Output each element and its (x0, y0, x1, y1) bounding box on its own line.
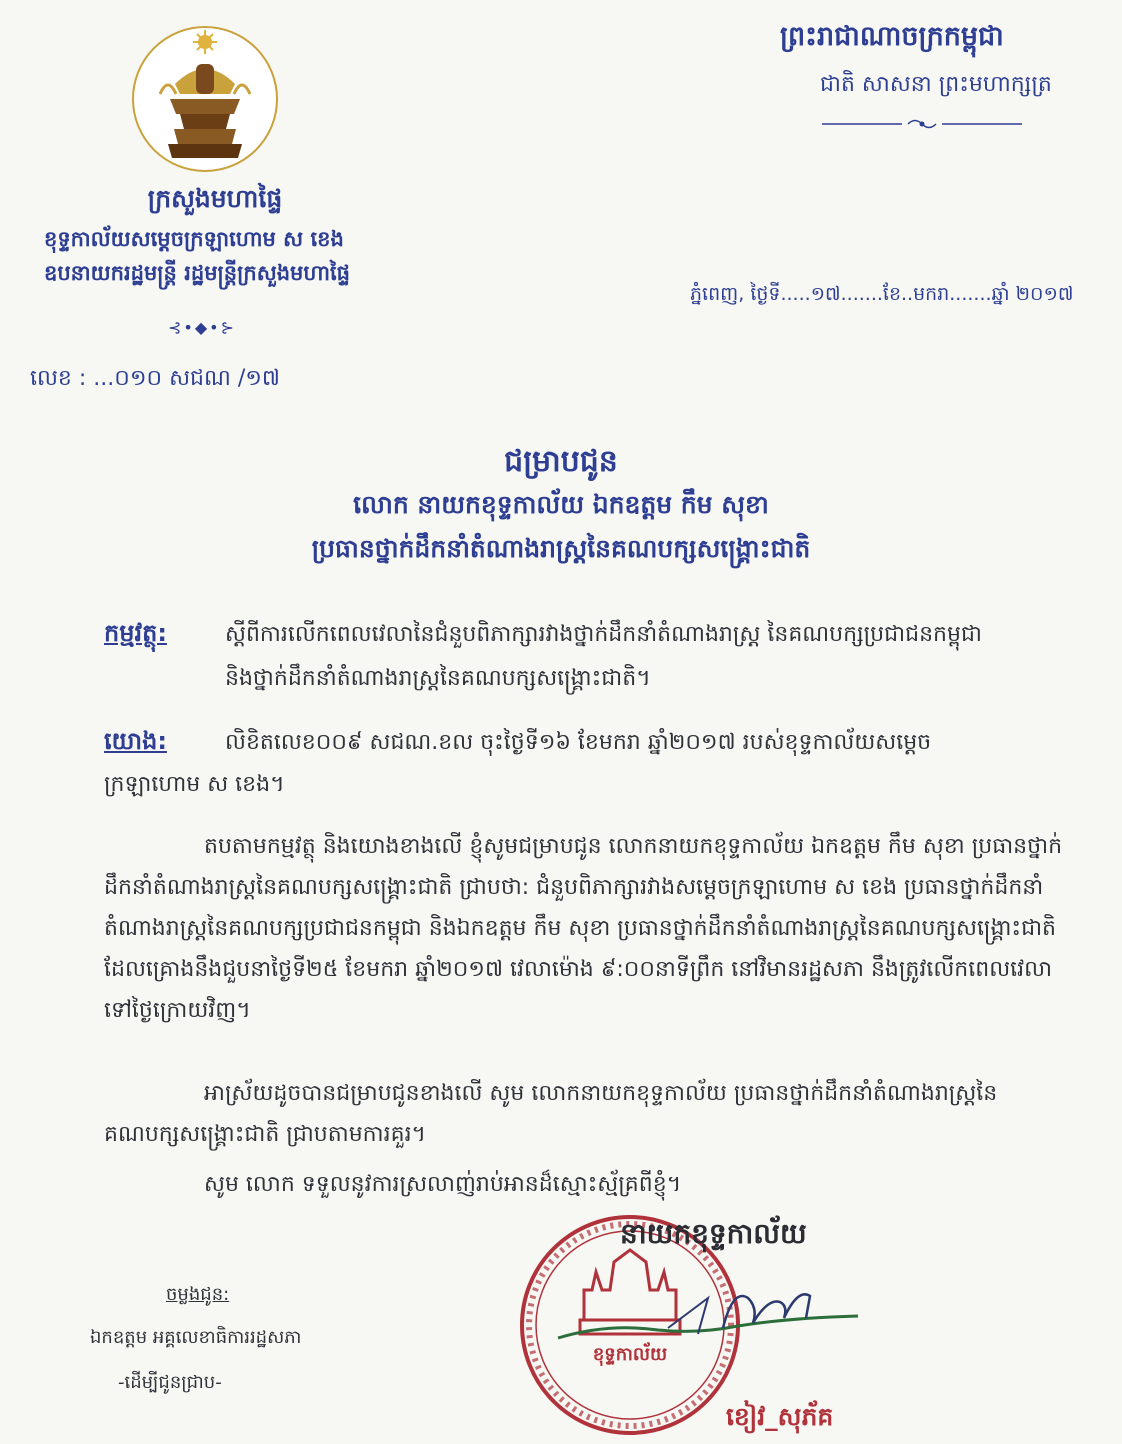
stamp-text: ខុទ្ទកាល័យ (592, 1344, 668, 1365)
reference-line-2: ក្រឡាហោម ស ខេង។ (104, 772, 285, 797)
cc-note: -ដើម្បីជូនជ្រាប- (118, 1372, 222, 1393)
cc-recipient: ឯកឧត្តម អគ្គលេខាធិការរដ្ឋសភា (90, 1327, 302, 1348)
subject-line-2: និងថ្នាក់ដឹកនាំតំណាងរាស្ត្រនៃគណបក្សសង្គ្រោះជាតិ។ (225, 666, 651, 691)
national-motto: ជាតិ សាសនា ព្រះមហាក្សត្រ (820, 72, 1052, 97)
body-paragraph-1: តបតាមកម្មវត្ថុ និងយោងខាងលើ ខ្ញុំសូមជម្រាបជូន លោកនាយកខុទ្ទកាល័យ ឯកឧត្តម កឹម សុខា ប្រធានថ្នាក់ដឹកនាំតំណាងរាស្ត្រនៃគណបក្សសង្គ្រោះជាតិ ជ្រាបថា: ជំនួបពិភាក្សារវាងសម្តេចក្រឡាហោម ស ខេង ប្រធានថ្នាក់ដឹកនាំតំណាងរាស្ត្រនៃគណបក្សប្រជាជនកម្ពុជា និងឯកឧត្តម កឹម សុខា ប្រធានថ្នាក់ដឹកនាំតំណាងរាស្ត្រនៃគណបក្សសង្គ្រោះជាតិ ដែលគ្រោងនឹងជួបនាថ្ងៃទី២៥ ខែមករា ឆ្នាំ២០១៧ វេលាម៉ោង ៩:០០នាទីព្រឹក នៅវិមានរដ្ឋសភា នឹងត្រូវលើកពេលវេលាទៅថ្ងៃក្រោយវិញ។ (104, 834, 1063, 1023)
left-flourish-ornament: ⊰•◆•⊱ (168, 318, 236, 337)
signatory-title: នាយកខុទ្ទកាល័យ (620, 1217, 807, 1250)
reference-label: យោង: (104, 727, 167, 755)
kingdom-title: ព្រះរាជាណាចក្រកម្ពុជា (780, 21, 1004, 52)
body-paragraph-2: អាស្រ័យដូចបានជម្រាបជូនខាងលើ សូម លោកនាយកខុទ្ទកាល័យ ប្រធានថ្នាក់ដឹកនាំតំណាងរាស្ត្រនៃគណបក្សសង្គ្រោះជាតិ ជ្រាបតាមការគួរ។ (104, 1081, 998, 1147)
recipient-title: ប្រធានថ្នាក់ដឹកនាំតំណាងរាស្ត្រនៃគណបក្សសង្គ្រោះជាតិ (311, 534, 811, 563)
cc-label: ចម្លងជូន: (166, 1284, 230, 1305)
recipient-name: លោក នាយកខុទ្ទកាល័យ ឯកឧត្តម កឹម សុខា (353, 490, 769, 519)
signer-name: ខៀវ_សុភ័គ (726, 1402, 834, 1431)
reference-number: លេខ : ...០១០ សជណ /១៧ (30, 366, 280, 391)
deputy-title: ឧបនាយករដ្ឋមន្ត្រី រដ្ឋមន្ត្រីក្រសួងមហាផ្ទៃ (44, 261, 351, 285)
office-name: ខុទ្ទកាល័យសម្តេចក្រឡាហោម ស ខេង (44, 227, 344, 251)
right-flourish-ornament (822, 116, 1022, 130)
subject-line-1: ស្តីពីការលើកពេលវេលានៃជំនួបពិភាក្សារវាងថ្នាក់ដឹកនាំតំណាងរាស្ត្រ នៃគណបក្សប្រជាជនកម្ពុជា (225, 622, 982, 647)
reference-line-1: លិខិតលេខ០០៩ សជណ.ខល ចុះថ្ងៃទី១៦ ខែមករា ឆ្នាំ២០១៧ របស់ខុទ្ទកាល័យសម្តេច (225, 730, 932, 755)
ministry-name: ក្រសួងមហាផ្ទៃ (147, 184, 283, 213)
dateline: ភ្នំពេញ, ថ្ងៃទី.....១៧.......ខែ..មករា.......ឆ្នាំ ២០១៧ (690, 283, 1074, 305)
closing-line: សូម លោក ទទួលនូវការស្រលាញ់រាប់អានដ៏ស្មោះស្ម័គ្រពីខ្ញុំ។ (204, 1172, 682, 1197)
ministry-emblem (130, 24, 280, 174)
salutation-heading: ជម្រាបជូន (504, 444, 618, 479)
subject-label: កម្មវត្ថុ: (104, 619, 167, 647)
handwritten-signature (548, 1268, 868, 1358)
